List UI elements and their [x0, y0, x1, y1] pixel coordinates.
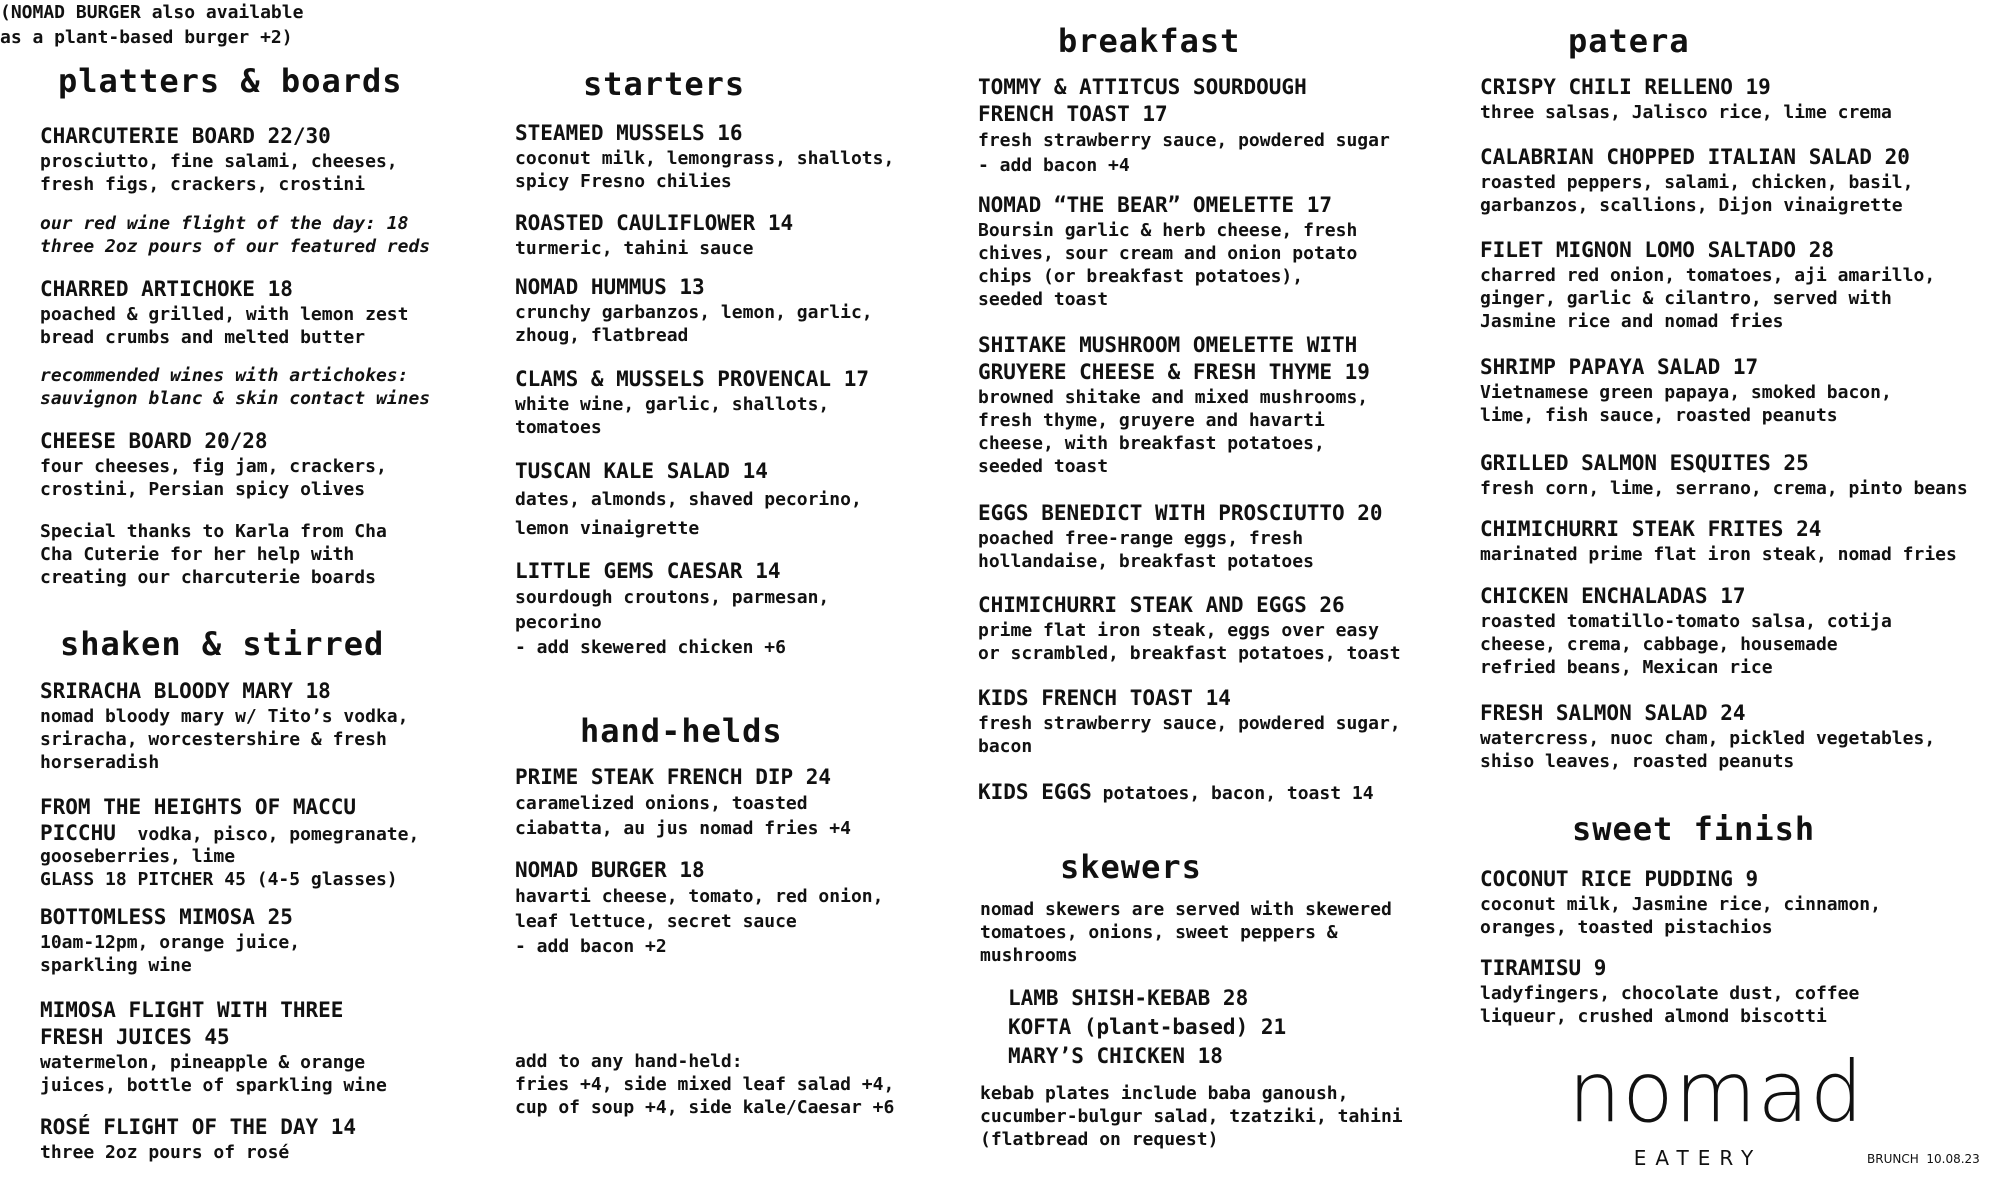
menu-item [40, 1114, 356, 1164]
section-title-skewers: skewers [1060, 848, 1202, 886]
skewer-item: KOFTA (plant-based) 21 [1008, 1015, 1287, 1039]
section-title-platters: platters & boards [58, 62, 403, 100]
item-title: NOMAD “THE BEAR” OMELETTE 17 [978, 193, 1333, 217]
menu-item [515, 210, 793, 260]
menu-item [1480, 583, 1892, 679]
menu-item [515, 558, 829, 660]
section-title-sweet: sweet finish [1572, 810, 1816, 848]
wine-note: our red wine flight of the day: 18 three 2oz pours of our featured reds [40, 213, 431, 257]
item-desc: Boursin garlic & herb cheese, fresh chives, sour cream and onion potato chips (or breakfast potatoes), seeded toast [978, 220, 1358, 310]
item-desc: prosciutto, fine salami, cheeses, fresh figs, crackers, crostini [40, 151, 398, 195]
section-title-shaken: shaken & stirred [60, 625, 385, 663]
burger-note: (NOMAD BURGER also available as a plant-based burger +2) [0, 2, 304, 48]
item-title: ROASTED CAULIFLOWER 14 [515, 211, 794, 235]
logo-subtitle: EATERY [1633, 1146, 1763, 1170]
item-desc: poached & grilled, with lemon zest bread crumbs and melted butter [40, 304, 409, 348]
skewers-outro: kebab plates include baba ganoush, cucumber-bulgur salad, tzatziki, tahini (flatbread on request) [980, 1083, 1403, 1150]
menu-item [978, 74, 1390, 178]
item-title: CHARCUTERIE BOARD 22/30 [40, 124, 331, 148]
menu-item [1480, 516, 1957, 566]
item-desc: gooseberries, lime GLASS 18 PITCHER 45 (4-5 glasses) [40, 846, 398, 890]
item-title: CHIMICHURRI STEAK AND EGGS 26 [978, 593, 1345, 617]
menu-item [40, 904, 300, 977]
item-title: CALABRIAN CHOPPED ITALIAN SALAD 20 [1480, 145, 1910, 169]
item-title: CRISPY CHILI RELLENO 19 [1480, 75, 1771, 99]
item-desc: caramelized onions, toasted ciabatta, au jus nomad fries +4 [515, 793, 851, 839]
item-title: CHARRED ARTICHOKE 18 [40, 277, 293, 301]
item-title: PRIME STEAK FRENCH DIP 24 [515, 765, 832, 789]
menu-item [40, 794, 419, 891]
nomad-logo [1568, 1043, 1865, 1170]
menu-item [978, 592, 1401, 665]
menu-item [1480, 74, 1892, 124]
item-title: FROM THE HEIGHTS OF MACCU [40, 795, 357, 819]
item-desc: 10am-12pm, orange juice, sparkling wine [40, 932, 301, 976]
item-title: CHICKEN ENCHALADAS 17 [1480, 584, 1746, 608]
item-title: NOMAD HUMMUS 13 [515, 275, 705, 299]
menu-date-tag: BRUNCH 10.08.23 [1867, 1152, 1980, 1166]
menu-item [515, 120, 894, 193]
item-desc: watercress, nuoc cham, pickled vegetables, shiso leaves, roasted peanuts [1480, 728, 1936, 772]
menu-item [515, 857, 883, 959]
item-desc: white wine, garlic, shallots, tomatoes [515, 394, 830, 438]
menu-item [40, 678, 408, 774]
menu-item [1480, 354, 1892, 427]
item-desc: roasted tomatillo-tomato salsa, cotija cheese, crema, cabbage, housemade refried beans, Mexican rice [1480, 611, 1892, 678]
item-desc: prime flat iron steak, eggs over easy or scrambled, breakfast potatoes, toast [978, 620, 1401, 664]
menu-item [1480, 144, 1913, 217]
menu-item [40, 428, 387, 501]
menu-item [978, 685, 1401, 758]
menu-item [978, 780, 1374, 804]
item-title: FRESH SALMON SALAD 24 [1480, 701, 1746, 725]
menu-item [1480, 700, 1935, 773]
handheld-addons: add to any hand-held: fries +4, side mixed leaf salad +4, cup of soup +4, side kale/Caesar +6 [515, 1051, 895, 1118]
item-title: LITTLE GEMS CAESAR 14 [515, 559, 781, 583]
item-title: CHEESE BOARD 20/28 [40, 429, 268, 453]
item-title: CLAMS & MUSSELS PROVENCAL 17 [515, 367, 870, 391]
item-desc: dates, almonds, shaved pecorino, lemon vinaigrette [515, 489, 862, 539]
item-desc: coconut milk, Jasmine rice, cinnamon, oranges, toasted pistachios [1480, 894, 1881, 938]
menu-item [515, 274, 873, 347]
menu-item [40, 276, 408, 349]
thanks-note: Special thanks to Karla from Cha Cha Cuterie for her help with creating our charcuterie boards [40, 521, 387, 588]
item-title: STEAMED MUSSELS 16 [515, 121, 743, 145]
item-desc: Vietnamese green papaya, smoked bacon, lime, fish sauce, roasted peanuts [1480, 382, 1892, 426]
section-title-handhelds: hand-helds [580, 712, 783, 750]
item-desc: charred red onion, tomatoes, aji amarillo, ginger, garlic & cilantro, served with Jasmine rice and nomad fries [1480, 265, 1936, 332]
item-desc: fresh strawberry sauce, powdered sugar - add bacon +4 [978, 130, 1390, 176]
item-title: SHITAKE MUSHROOM OMELETTE WITH GRUYERE CHEESE & FRESH THYME 19 [978, 333, 1370, 384]
item-title: MIMOSA FLIGHT WITH THREE FRESH JUICES 45 [40, 998, 344, 1049]
menu-item [40, 997, 387, 1097]
item-desc: turmeric, tahini sauce [515, 238, 754, 259]
item-title: TIRAMISU 9 [1480, 956, 1607, 980]
menu-item [1480, 237, 1935, 333]
item-title: TOMMY & ATTITCUS SOURDOUGH FRENCH TOAST 17 [978, 75, 1307, 126]
item-desc: four cheeses, fig jam, crackers, crostini, Persian spicy olives [40, 456, 387, 500]
menu-item [978, 500, 1383, 573]
skewer-list [1008, 984, 1286, 1071]
item-title: SHRIMP PAPAYA SALAD 17 [1480, 355, 1759, 379]
item-desc: sourdough croutons, parmesan, pecorino - add skewered chicken +6 [515, 587, 830, 658]
item-title: SRIRACHA BLOODY MARY 18 [40, 679, 331, 703]
item-desc: three salsas, Jalisco rice, lime crema [1480, 102, 1892, 123]
item-desc: browned shitake and mixed mushrooms, fresh thyme, gruyere and havarti cheese, with breakfast potatoes, seeded toast [978, 387, 1369, 477]
item-title: EGGS BENEDICT WITH PROSCIUTTO 20 [978, 501, 1383, 525]
item-desc: crunchy garbanzos, lemon, garlic, zhoug, flatbread [515, 302, 873, 346]
menu-item [40, 123, 398, 196]
item-desc: coconut milk, lemongrass, shallots, spicy Fresno chilies [515, 148, 895, 192]
item-desc: fresh corn, lime, serrano, crema, pinto beans [1480, 478, 1968, 499]
item-desc: ladyfingers, chocolate dust, coffee liqueur, crushed almond biscotti [1480, 983, 1860, 1027]
menu-item [515, 764, 851, 841]
item-title: GRILLED SALMON ESQUITES 25 [1480, 451, 1809, 475]
wine-note: recommended wines with artichokes: sauvignon blanc & skin contact wines [40, 365, 431, 409]
item-title: KIDS FRENCH TOAST 14 [978, 686, 1231, 710]
menu-item [978, 192, 1357, 311]
item-title-cont: PICCHU [40, 821, 116, 845]
skewer-item: LAMB SHISH-KEBAB 28 [1008, 986, 1249, 1010]
item-desc: fresh strawberry sauce, powdered sugar, bacon [978, 713, 1401, 757]
logo-wordmark: nomad [1568, 1043, 1865, 1141]
item-desc: roasted peppers, salami, chicken, basil, garbanzos, scallions, Dijon vinaigrette [1480, 172, 1914, 216]
item-title: NOMAD BURGER 18 [515, 858, 705, 882]
skewers-intro: nomad skewers are served with skewered tomatoes, onions, sweet peppers & mushrooms [980, 899, 1392, 966]
item-title: FILET MIGNON LOMO SALTADO 28 [1480, 238, 1835, 262]
menu-item [1480, 955, 1859, 1028]
item-desc: nomad bloody mary w/ Tito’s vodka, sriracha, worcestershire & fresh horseradish [40, 706, 409, 773]
menu-item [978, 332, 1370, 478]
menu-item [1480, 450, 1968, 500]
item-desc: three 2oz pours of rosé [40, 1142, 290, 1163]
item-desc: marinated prime flat iron steak, nomad fries [1480, 544, 1957, 565]
item-desc: watermelon, pineapple & orange juices, bottle of sparkling wine [40, 1052, 387, 1096]
item-title: COCONUT RICE PUDDING 9 [1480, 867, 1759, 891]
section-title-breakfast: breakfast [1058, 22, 1241, 60]
item-title: TUSCAN KALE SALAD 14 [515, 459, 768, 483]
skewer-item: MARY’S CHICKEN 18 [1008, 1044, 1223, 1068]
menu-item [515, 366, 869, 439]
section-title-starters: starters [583, 65, 746, 103]
item-title: ROSÉ FLIGHT OF THE DAY 14 [40, 1115, 357, 1139]
section-title-patera: patera [1568, 22, 1690, 60]
item-desc: poached free-range eggs, fresh hollandaise, breakfast potatoes [978, 528, 1314, 572]
menu-item [1480, 866, 1881, 939]
item-title: BOTTOMLESS MIMOSA 25 [40, 905, 293, 929]
item-title: CHIMICHURRI STEAK FRITES 24 [1480, 517, 1822, 541]
item-desc-inline: potatoes, bacon, toast 14 [1091, 783, 1374, 804]
menu-item [515, 458, 862, 543]
item-title: KIDS EGGS [978, 780, 1092, 804]
item-desc: havarti cheese, tomato, red onion, leaf lettuce, secret sauce - add bacon +2 [515, 886, 884, 957]
item-desc-inline: vodka, pisco, pomegranate, [115, 824, 420, 845]
